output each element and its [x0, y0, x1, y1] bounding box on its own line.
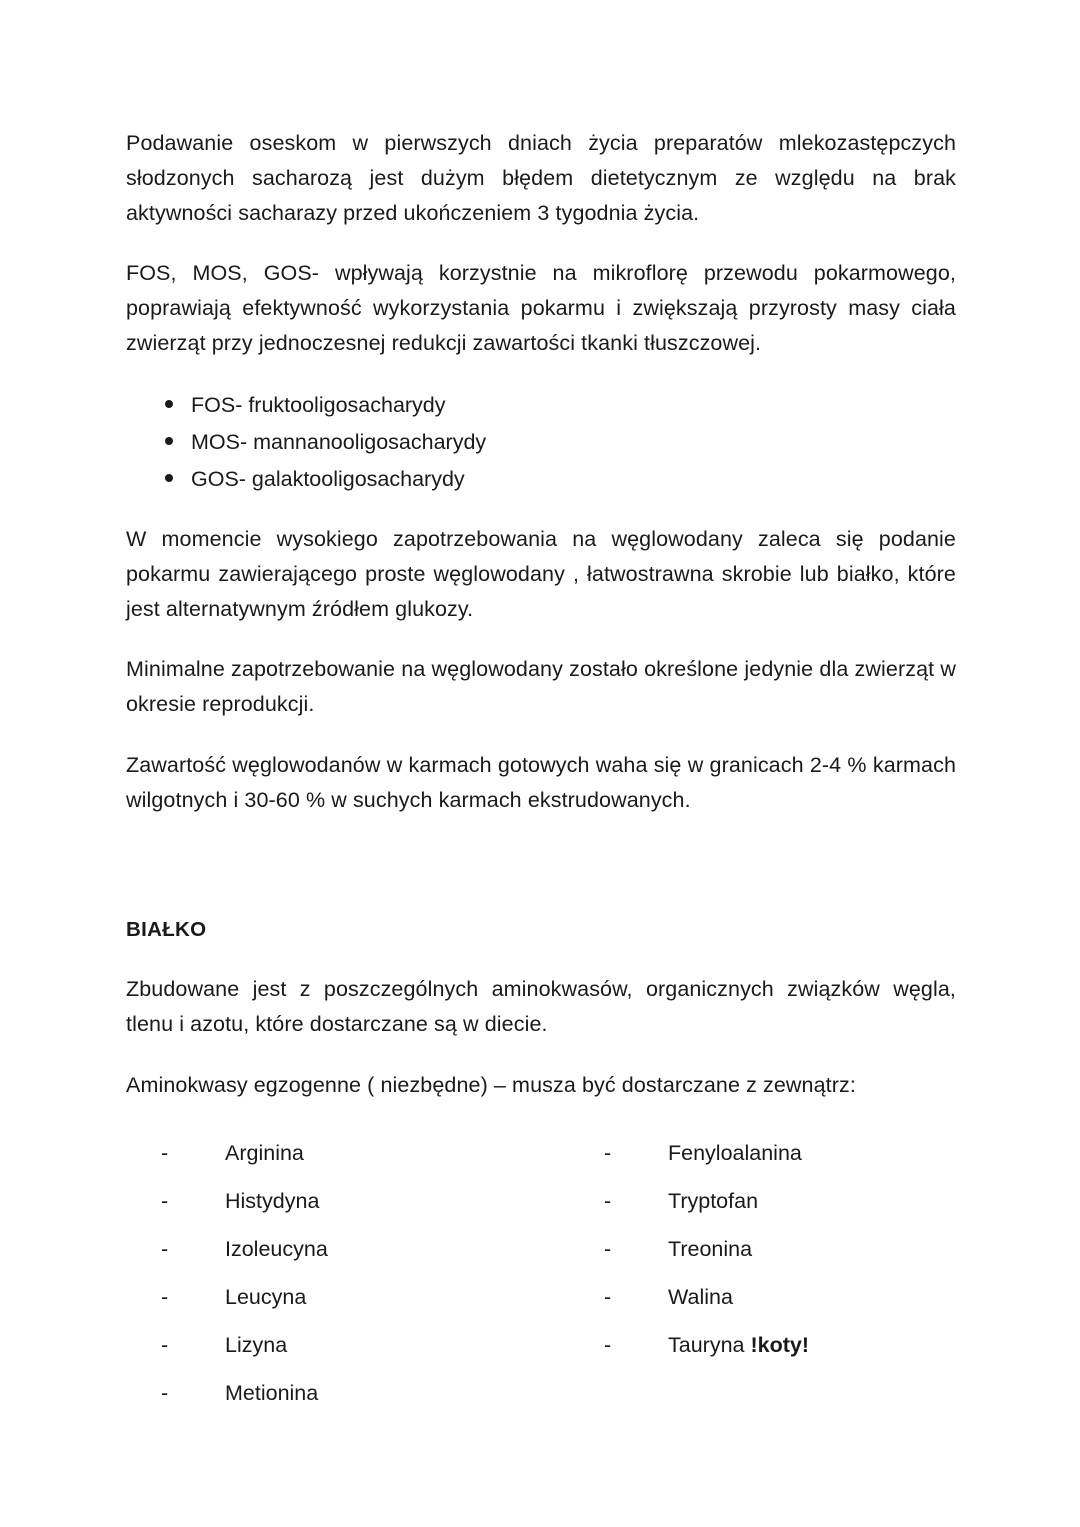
list-item-label: FOS- fruktooligosacharydy	[191, 392, 446, 417]
list-item	[604, 1177, 809, 1225]
dash-icon: -	[604, 1332, 612, 1357]
paragraph-minimum-requirement: Minimalne zapotrzebowanie na węglowodany zostało określone jedynie dla zwierząt w okresie reprodukcji.	[126, 657, 956, 717]
oligosaccharide-list	[126, 387, 956, 498]
list-item	[161, 1177, 328, 1225]
bullet-icon	[165, 474, 173, 482]
list-item	[126, 424, 956, 461]
dash-icon: -	[604, 1236, 612, 1261]
dash-icon: -	[161, 1188, 169, 1213]
list-item	[161, 1369, 328, 1417]
amino-acid-label: Leucyna	[225, 1284, 307, 1309]
amino-acid-list-right	[604, 1129, 809, 1369]
list-item	[161, 1321, 328, 1369]
amino-acid-label: Tryptofan	[668, 1188, 759, 1213]
list-item	[604, 1321, 809, 1369]
list-item	[161, 1129, 328, 1177]
paragraph-exogenous-intro: Aminokwasy egzogenne ( niezbędne) – musza być dostarczane z zewnątrz:	[126, 1073, 856, 1098]
bullet-icon	[165, 400, 173, 408]
list-item	[604, 1273, 809, 1321]
list-item	[604, 1129, 809, 1177]
dash-icon: -	[161, 1140, 169, 1165]
document-body	[126, 126, 956, 1405]
list-item-label: MOS- mannanooligosacharydy	[191, 429, 487, 454]
paragraph-protein-composition: Zbudowane jest z poszczególnych aminokwasów, organicznych związków węgla, tlenu i azotu, które dostarczane są w diecie.	[126, 977, 956, 1037]
dash-icon: -	[161, 1284, 169, 1309]
list-item-label: GOS- galaktooligosacharydy	[191, 466, 465, 491]
amino-acid-label: Izoleucyna	[225, 1236, 328, 1261]
amino-acid-label: Arginina	[225, 1140, 304, 1165]
list-item	[126, 387, 956, 424]
section-spacer	[126, 844, 956, 914]
amino-acid-list-left	[161, 1129, 328, 1417]
amino-acid-label: Treonina	[668, 1236, 753, 1261]
list-item	[161, 1273, 328, 1321]
amino-acid-label: Histydyna	[225, 1188, 320, 1213]
dash-icon: -	[161, 1332, 169, 1357]
page-title: BIAŁKO	[126, 917, 207, 941]
amino-acid-label: Lizyna	[225, 1332, 288, 1357]
list-item	[126, 461, 956, 498]
amino-acid-column-right	[604, 1129, 809, 1369]
list-item	[604, 1225, 809, 1273]
paragraph-high-demand-carbs: W momencie wysokiego zapotrzebowania na węglowodany zaleca się podanie pokarmu zawierającego proste węglowodany , łatwostrawna skrobie lub białko, które jest alternatywnym źródłem glukozy.	[126, 526, 956, 621]
dash-icon: -	[161, 1380, 169, 1405]
amino-acid-label: Fenyloalanina	[668, 1140, 802, 1165]
paragraph-carb-content-ranges: Zawartość węglowodanów w karmach gotowych waha się w granicach 2-4 % karmach wilgotnych i 30-60 % w suchych karmach ekstrudowanych.	[126, 753, 956, 812]
paragraph-prebiotics-benefits: FOS, MOS, GOS- wpływają korzystnie na mikroflorę przewodu pokarmowego, poprawiają efektywność wykorzystania pokarmu i zwiększają przyrosty masy ciała zwierząt przy jednoczesnej redukcji zawartości tkanki tłuszczowej.	[126, 261, 956, 356]
amino-acid-label: Metionina	[225, 1380, 319, 1405]
paragraph-sucrose-warning: Podawanie oseskom w pierwszych dniach życia preparatów mlekozastępczych słodzonych sacharozą jest dużym błędem dietetycznym ze względu na brak aktywności sacharazy przed ukończeniem 3 tygodnia życia.	[126, 131, 956, 225]
dash-icon: -	[161, 1236, 169, 1261]
dash-icon: -	[604, 1284, 612, 1309]
amino-acid-column-left	[161, 1129, 328, 1417]
amino-acid-emphasis: !koty!	[750, 1332, 809, 1357]
dash-icon: -	[604, 1140, 612, 1165]
amino-acid-label: Walina	[668, 1284, 733, 1309]
list-item	[161, 1225, 328, 1273]
dash-icon: -	[604, 1188, 612, 1213]
bullet-icon	[165, 437, 173, 445]
amino-acid-label: Tauryna	[668, 1332, 751, 1357]
